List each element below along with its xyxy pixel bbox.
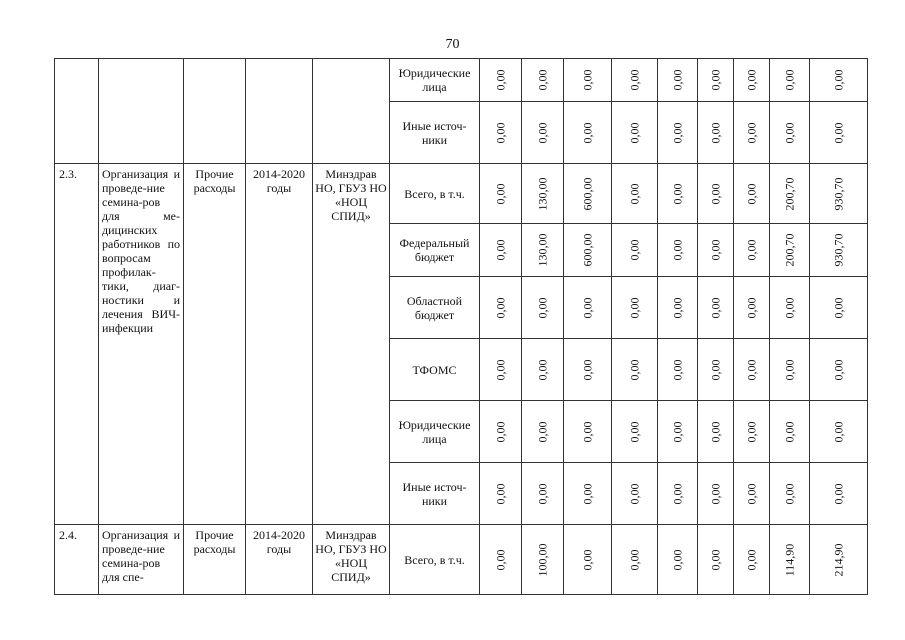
cell-value: 0,00 xyxy=(782,69,797,91)
cell-value: 0,00 xyxy=(493,183,508,204)
value-cell xyxy=(698,463,734,525)
value-cell xyxy=(658,59,698,102)
cell-value: 0,00 xyxy=(580,483,595,504)
value-cell xyxy=(612,463,658,525)
value-cell xyxy=(658,164,698,224)
cell-value: 0,00 xyxy=(744,421,759,442)
value-cell xyxy=(810,401,868,463)
value-cell xyxy=(522,277,564,339)
cell-value: 0,00 xyxy=(782,483,797,504)
cell-value: 0,00 xyxy=(708,183,723,204)
value-cell xyxy=(480,277,522,339)
executor: Минздрав НО, ГБУЗ НО «НОЦ СПИД» xyxy=(313,525,390,595)
value-cell xyxy=(810,102,868,164)
value-cell xyxy=(658,224,698,277)
cell-value: 0,00 xyxy=(670,122,685,143)
value-cell xyxy=(564,102,612,164)
cell-value: 0,00 xyxy=(627,239,642,261)
table-row xyxy=(55,525,868,595)
item-index: 2.3. xyxy=(55,164,99,525)
value-cell xyxy=(698,164,734,224)
value-cell xyxy=(522,401,564,463)
value-cell xyxy=(480,102,522,164)
value-cell xyxy=(770,164,810,224)
value-cell xyxy=(522,224,564,277)
cell-value: 0,00 xyxy=(535,297,550,318)
cell-value: 0,00 xyxy=(627,421,642,442)
value-cell xyxy=(698,224,734,277)
funding-source: Федеральный бюджет xyxy=(390,224,480,277)
cell-value: 0,00 xyxy=(670,297,685,318)
cell-value: 930,70 xyxy=(831,177,846,210)
funding-source: Иные источ-ники xyxy=(390,463,480,525)
value-cell xyxy=(522,463,564,525)
cell-value: 0,00 xyxy=(627,549,642,570)
cell-value: 0,00 xyxy=(744,297,759,318)
value-cell xyxy=(770,401,810,463)
cell-value: 0,00 xyxy=(744,359,759,380)
cell-value: 0,00 xyxy=(708,483,723,504)
cell-value: 0,00 xyxy=(535,122,550,143)
funding-source: Иные источ-ники xyxy=(390,102,480,164)
value-cell xyxy=(770,59,810,102)
cell-value: 0,00 xyxy=(627,359,642,380)
value-cell xyxy=(734,277,770,339)
cell-value: 0,00 xyxy=(670,239,685,261)
value-cell xyxy=(564,164,612,224)
value-cell xyxy=(564,525,612,595)
cell-value: 0,00 xyxy=(493,297,508,318)
value-cell xyxy=(770,224,810,277)
item-index: 2.4. xyxy=(55,525,99,595)
value-cell xyxy=(480,224,522,277)
value-cell xyxy=(770,102,810,164)
empty-cell xyxy=(246,59,313,164)
cell-value: 0,00 xyxy=(493,239,508,261)
cell-value: 0,00 xyxy=(627,122,642,143)
cell-value: 0,00 xyxy=(744,549,759,570)
value-cell xyxy=(658,463,698,525)
cell-value: 0,00 xyxy=(493,549,508,570)
value-cell xyxy=(564,463,612,525)
value-cell xyxy=(658,401,698,463)
value-cell xyxy=(734,463,770,525)
cell-value: 0,00 xyxy=(535,421,550,442)
cell-value: 0,00 xyxy=(627,483,642,504)
value-cell xyxy=(698,339,734,401)
cell-value: 0,00 xyxy=(670,69,685,91)
value-cell xyxy=(770,277,810,339)
cell-value: 0,00 xyxy=(580,359,595,380)
value-cell xyxy=(810,277,868,339)
value-cell xyxy=(480,401,522,463)
value-cell xyxy=(770,525,810,595)
cell-value: 0,00 xyxy=(708,239,723,261)
cell-value: 0,00 xyxy=(782,297,797,318)
value-cell xyxy=(810,164,868,224)
value-cell xyxy=(612,59,658,102)
cell-value: 930,70 xyxy=(831,233,846,267)
cell-value: 0,00 xyxy=(744,122,759,143)
cell-value: 0,00 xyxy=(782,359,797,380)
cell-value: 0,00 xyxy=(580,297,595,318)
value-cell xyxy=(734,59,770,102)
value-cell xyxy=(522,525,564,595)
cell-value: 0,00 xyxy=(493,122,508,143)
item-name: Организация и проведе-ние семина-ров для спе- xyxy=(99,525,184,595)
cell-value: 0,00 xyxy=(493,421,508,442)
cell-value: 0,00 xyxy=(831,122,846,143)
value-cell xyxy=(522,102,564,164)
cell-value: 0,00 xyxy=(708,69,723,91)
cell-value: 0,00 xyxy=(580,421,595,442)
expense-type: Прочие расходы xyxy=(184,164,246,525)
cell-value: 0,00 xyxy=(744,69,759,91)
value-cell xyxy=(612,525,658,595)
cell-value: 0,00 xyxy=(580,549,595,570)
cell-value: 0,00 xyxy=(670,483,685,504)
value-cell xyxy=(522,339,564,401)
cell-value: 0,00 xyxy=(782,122,797,143)
value-cell xyxy=(480,339,522,401)
expense-type: Прочие расходы xyxy=(184,525,246,595)
value-cell xyxy=(612,339,658,401)
value-cell xyxy=(658,339,698,401)
cell-value: 600,00 xyxy=(580,233,595,267)
table-row xyxy=(55,164,868,224)
cell-value: 0,00 xyxy=(831,483,846,504)
period: 2014-2020 годы xyxy=(246,525,313,595)
cell-value: 0,00 xyxy=(535,359,550,380)
cell-value: 0,00 xyxy=(708,549,723,570)
value-cell xyxy=(734,102,770,164)
cell-value: 0,00 xyxy=(627,183,642,204)
value-cell xyxy=(698,102,734,164)
value-cell xyxy=(810,224,868,277)
cell-value: 100,00 xyxy=(535,543,550,576)
value-cell xyxy=(612,277,658,339)
value-cell xyxy=(564,401,612,463)
value-cell xyxy=(612,224,658,277)
cell-value: 0,00 xyxy=(831,421,846,442)
value-cell xyxy=(698,59,734,102)
value-cell xyxy=(734,339,770,401)
value-cell xyxy=(480,525,522,595)
value-cell xyxy=(810,463,868,525)
cell-value: 0,00 xyxy=(744,483,759,504)
cell-value: 200,70 xyxy=(782,177,797,210)
cell-value: 0,00 xyxy=(708,421,723,442)
value-cell xyxy=(698,401,734,463)
value-cell xyxy=(612,102,658,164)
value-cell xyxy=(658,102,698,164)
funding-source: Юридические лица xyxy=(390,59,480,102)
empty-cell xyxy=(313,59,390,164)
cell-value: 0,00 xyxy=(580,122,595,143)
funding-source: ТФОМС xyxy=(390,339,480,401)
cell-value: 0,00 xyxy=(744,239,759,261)
cell-value: 0,00 xyxy=(493,483,508,504)
cell-value: 0,00 xyxy=(782,421,797,442)
cell-value: 130,00 xyxy=(535,177,550,210)
value-cell xyxy=(564,277,612,339)
cell-value: 0,00 xyxy=(535,69,550,91)
empty-cell xyxy=(184,59,246,164)
table-row xyxy=(55,59,868,102)
value-cell xyxy=(770,463,810,525)
value-cell xyxy=(612,401,658,463)
cell-value: 0,00 xyxy=(670,359,685,380)
value-cell xyxy=(810,525,868,595)
value-cell xyxy=(734,401,770,463)
value-cell xyxy=(658,525,698,595)
page-number: 70 xyxy=(445,37,460,52)
item-name: Организация и проведе-ние семина-ров для ме-дицинских работников по вопросам профилак-тики, диаг-ностики и лечения ВИЧ-инфекции xyxy=(99,164,184,525)
value-cell xyxy=(564,339,612,401)
cell-value: 0,00 xyxy=(580,69,595,91)
cell-value: 0,00 xyxy=(493,359,508,380)
cell-value: 0,00 xyxy=(493,69,508,91)
value-cell xyxy=(658,277,698,339)
executor: Минздрав НО, ГБУЗ НО «НОЦ СПИД» xyxy=(313,164,390,525)
budget-table xyxy=(54,58,868,595)
cell-value: 0,00 xyxy=(831,359,846,380)
cell-value: 0,00 xyxy=(744,183,759,204)
cell-value: 0,00 xyxy=(535,483,550,504)
value-cell xyxy=(480,463,522,525)
cell-value: 0,00 xyxy=(627,297,642,318)
funding-source: Областной бюджет xyxy=(390,277,480,339)
value-cell xyxy=(480,59,522,102)
value-cell xyxy=(564,59,612,102)
value-cell xyxy=(698,525,734,595)
funding-source: Юридические лица xyxy=(390,401,480,463)
period: 2014-2020 годы xyxy=(246,164,313,525)
cell-value: 0,00 xyxy=(670,421,685,442)
cell-value: 0,00 xyxy=(831,297,846,318)
cell-value: 0,00 xyxy=(627,69,642,91)
cell-value: 0,00 xyxy=(670,183,685,204)
value-cell xyxy=(480,164,522,224)
funding-source: Всего, в т.ч. xyxy=(390,525,480,595)
value-cell xyxy=(734,164,770,224)
cell-value: 0,00 xyxy=(708,359,723,380)
cell-value: 200,70 xyxy=(782,233,797,267)
cell-value: 114,90 xyxy=(782,543,797,576)
cell-value: 130,00 xyxy=(535,233,550,267)
value-cell xyxy=(810,339,868,401)
value-cell xyxy=(810,59,868,102)
value-cell xyxy=(564,224,612,277)
cell-value: 0,00 xyxy=(708,122,723,143)
value-cell xyxy=(698,277,734,339)
cell-value: 0,00 xyxy=(708,297,723,318)
value-cell xyxy=(612,164,658,224)
cell-value: 0,00 xyxy=(831,69,846,91)
cell-value: 214,90 xyxy=(831,543,846,576)
value-cell xyxy=(522,59,564,102)
value-cell xyxy=(734,224,770,277)
value-cell xyxy=(522,164,564,224)
cell-value: 600,00 xyxy=(580,177,595,210)
cell-value: 0,00 xyxy=(670,549,685,570)
funding-source: Всего, в т.ч. xyxy=(390,164,480,224)
value-cell xyxy=(770,339,810,401)
empty-cell xyxy=(99,59,184,164)
empty-cell xyxy=(55,59,99,164)
value-cell xyxy=(734,525,770,595)
